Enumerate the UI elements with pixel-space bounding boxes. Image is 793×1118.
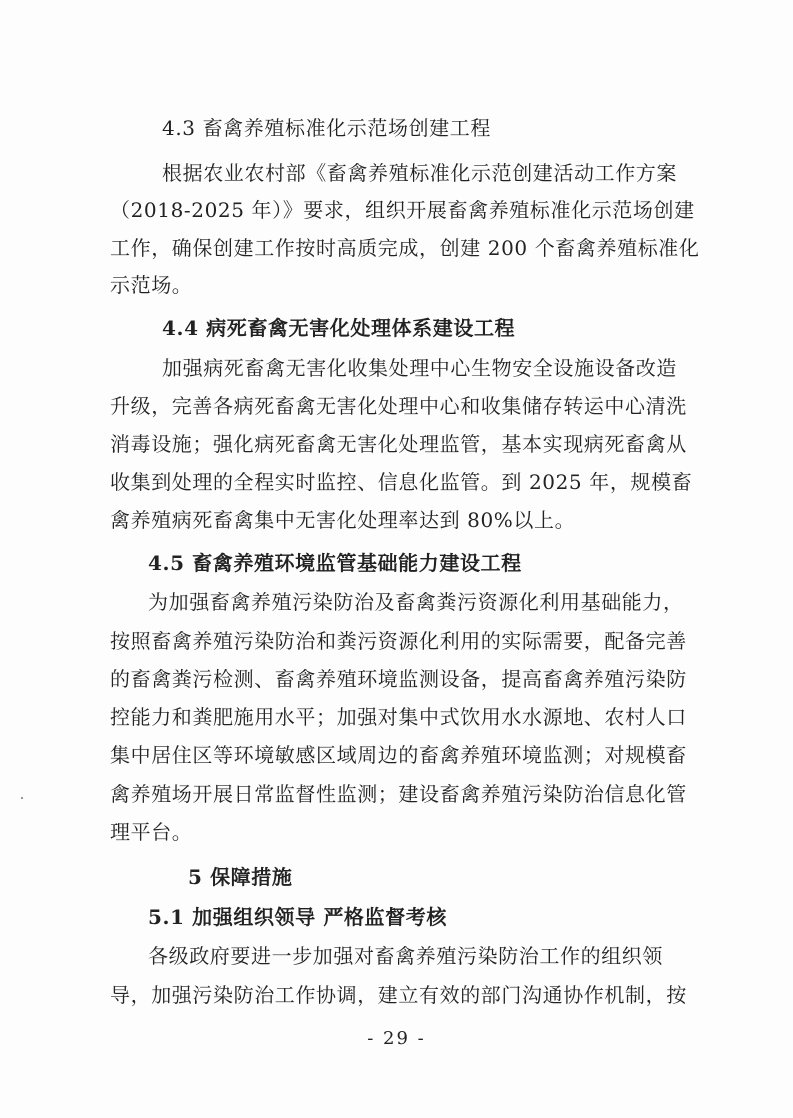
section-4-5-heading: 4.5 畜禽养殖环境监管基础能力建设工程 <box>148 551 522 575</box>
paragraph-line: 禽养殖场开展日常监督性监测；建设畜禽养殖污染防治信息化管 <box>110 782 687 806</box>
paragraph-line: 加强病死畜禽无害化收集处理中心生物安全设施设备改造 <box>162 356 677 380</box>
paragraph-line: 工作，确保创建工作按时高质完成，创建 200 个畜禽养殖标准化 <box>110 236 700 260</box>
paragraph-line: 消毒设施；强化病死畜禽无害化处理监管，基本实现病死畜禽从 <box>110 432 687 456</box>
paragraph-line: 收集到处理的全程实时监控、信息化监管。到 2025 年，规模畜 <box>110 470 693 494</box>
section-5-1-heading: 5.1 加强组织领导 严格监督考核 <box>148 905 447 929</box>
paragraph-line: 理平台。 <box>110 820 193 844</box>
section-5-heading: 5 保障措施 <box>188 865 293 889</box>
paragraph-line: 控能力和粪肥施用水平；加强对集中式饮用水水源地、农村人口 <box>110 705 687 729</box>
paragraph-line: 为加强畜禽养殖污染防治及畜禽粪污资源化利用基础能力， <box>148 590 684 614</box>
paragraph-line: 导，加强污染防治工作协调，建立有效的部门沟通协作机制，按 <box>110 983 687 1007</box>
paragraph-line: （2018-2025 年）》要求，组织开展畜禽养殖标准化示范场创建 <box>110 198 695 222</box>
paragraph-line: 禽养殖病死畜禽集中无害化处理率达到 80%以上。 <box>110 508 576 532</box>
page-number: - 29 - <box>367 1028 426 1049</box>
paragraph-line: 各级政府要进一步加强对畜禽养殖污染防治工作的组织领 <box>148 944 663 968</box>
paragraph-line: 示范场。 <box>110 273 193 297</box>
paragraph-line: 集中居住区等环境敏感区域周边的畜禽养殖环境监测；对规模畜 <box>110 743 687 767</box>
paragraph-line: 升级，完善各病死畜禽无害化处理中心和收集储存转运中心清洗 <box>110 394 687 418</box>
section-4-3-heading: 4.3 畜禽养殖标准化示范场创建工程 <box>162 116 491 140</box>
scan-speck <box>21 797 23 799</box>
paragraph-line: 的畜禽粪污检测、畜禽养殖环境监测设备，提高畜禽养殖污染防 <box>110 667 687 691</box>
section-4-4-heading: 4.4 病死畜禽无害化处理体系建设工程 <box>162 316 516 340</box>
paragraph-line: 按照畜禽养殖污染防治和粪污资源化利用的实际需要，配备完善 <box>110 629 687 653</box>
paragraph-line: 根据农业农村部《畜禽养殖标准化示范创建活动工作方案 <box>162 161 677 185</box>
